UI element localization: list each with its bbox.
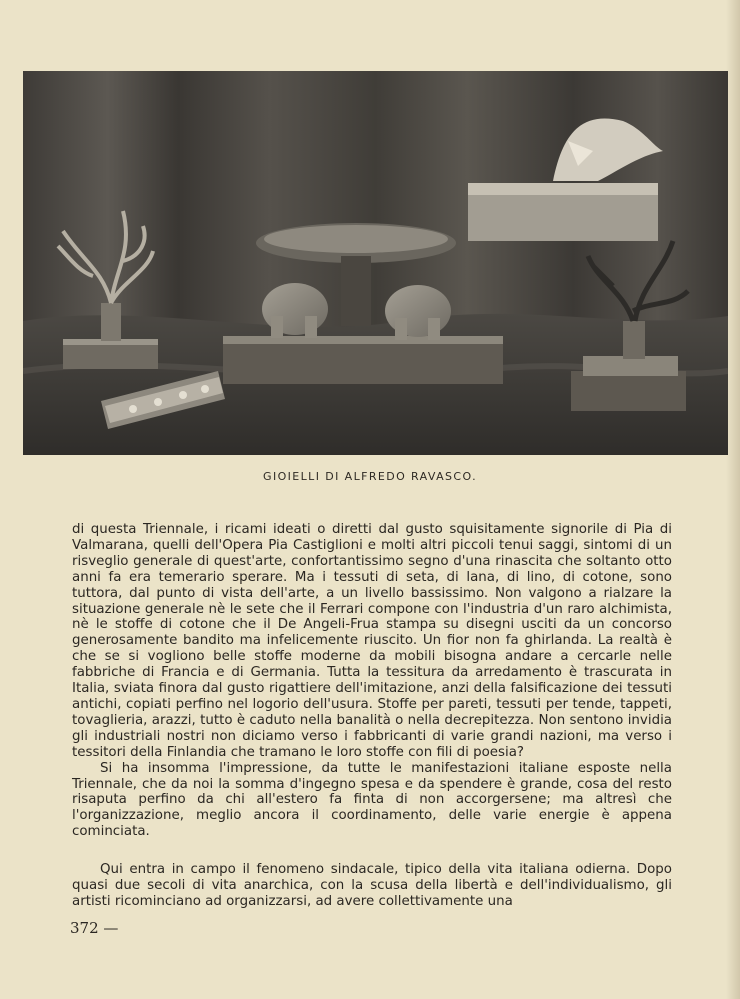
page-edge-shadow bbox=[726, 0, 740, 999]
photo-caption: GIOIELLI DI ALFREDO RAVASCO. bbox=[263, 470, 477, 483]
article-paragraph: Si ha insomma l'impressione, da tutte le manifestazioni italiane esposte nella Triennale, che da noi la somma d'ingegno spesa e da spendere è grande, cosa del resto risaputa perfino da chi all'estero fa finta di non accorgersene; ma altresì che l'organizzazione, meglio ancora il coordinamento, delle varie energie è appena cominciata. bbox=[72, 760, 672, 840]
page-number: 372 — bbox=[70, 919, 119, 937]
article-paragraph: Qui entra in campo il fenomeno sindacale, tipico della vita italiana odierna. Dopo quasi due secoli di vita anarchica, con la scusa della libertà e dell'individualismo, gli artisti ricominciano ad organizzarsi, ad avere collettivamente una bbox=[72, 862, 672, 909]
article-paragraph: di questa Triennale, i ricami ideati o diretti dal gusto squisitamente signorile di Pia di Valmarana, quelli dell'Opera Pia Castiglioni e molti altri piccoli tenui saggi, sintomi di un risveglio generale di quest'arte, confortantissimo segno d'una rinascita che soltanto otto anni fa era temerario sperare. Ma i tessuti di seta, di lana, di lino, di cotone, sono tuttora, dal punto di vista dell'arte, a un livello bassissimo. Non valgono a rialzare la situazione generale nè le sete che il Ferrari compone con l'industria d'un raro alchimista, nè le stoffe di cotone che il De Angeli-Frua stampa su disegni usciti da un concorso generosamente bandito ma infelicemente riuscito. Un fior non fa ghirlanda. La realtà è che se si vogliono belle stoffe moderne da mobili bisogna andare a cercarle nelle fabbriche di Francia e di Germania. Tutta la tessitura da arredamento è trascurata in Italia, sviata finora dal gusto rigattiere dell'imitazione, anzi della falsificazione dei tessuti antichi, copiati perfino nel logorio dell'usura. Stoffe per pareti, tessuti per tende, tappeti, tovaglieria, arazzi, tutto è caduto nella banalità o nella decrepitezza. Non sentono invidia gli industriali nostri non diciamo verso i fabbricanti di varie grandi nazioni, ma verso i tessitori della Finlandia che tramano le loro stoffe con fili di poesia? bbox=[72, 522, 672, 760]
article-body bbox=[72, 522, 672, 910]
jewelry-photograph bbox=[23, 71, 728, 455]
